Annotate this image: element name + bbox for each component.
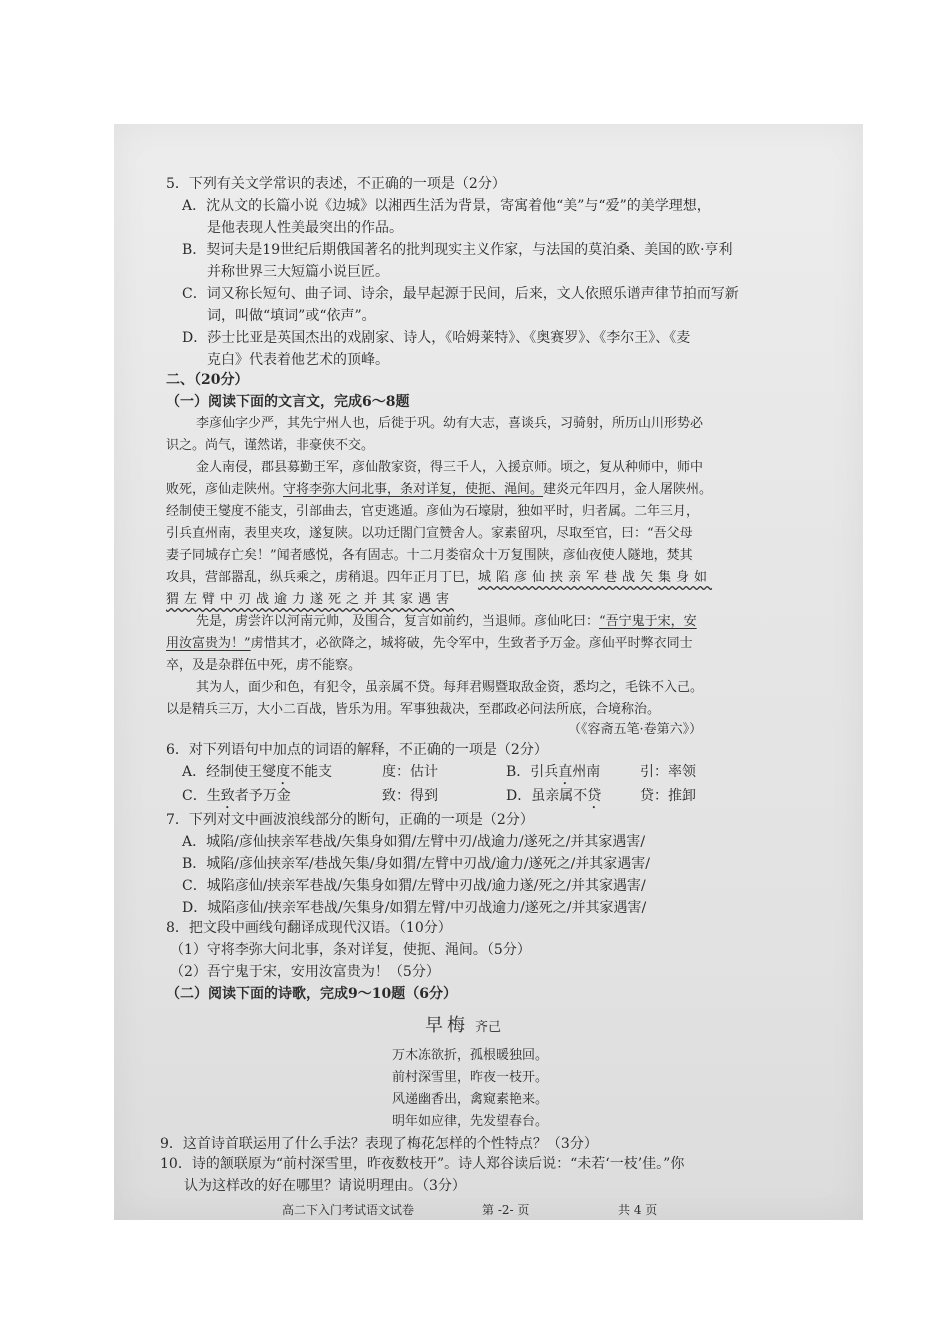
q6-option-a-gloss: 度：估计 [382, 764, 438, 780]
q7-option-c: C．城陷彦仙/挟亲军巷战/矢集身如猬/左臂中刃战/逾力遂/死之/并其家遇害/ [182, 878, 646, 894]
q5-stem: 5．下列有关文学常识的表述，不正确的一项是（2分） [166, 176, 506, 192]
poem-line-4: 明年如应律，先发望春台。 [392, 1114, 549, 1129]
section-2-header: 二、（20分） [166, 372, 249, 388]
q6-option-c-gloss: 致：得到 [382, 788, 438, 804]
q5-option-b-line1: B．契诃夫是19世纪后期俄国著名的批判现实主义作家，与法国的莫泊桑、美国的欧·亨利 [182, 242, 733, 258]
passage-p4-line1: 其为人，面少和色，有犯令，虽亲属不贷。每拜君赐暨取敌金资，悉均之，毛铢不入己。 [196, 680, 704, 695]
q6-option-b-gloss: 引：率领 [640, 764, 696, 780]
q5-option-b-line2: 并称世界三大短篇小说巨匠。 [207, 264, 389, 280]
passage-source: （《容斋五笔·卷第六》） [568, 722, 703, 737]
q5-option-a-line2: 是他表现人性美最突出的作品。 [207, 220, 403, 236]
passage-p2-line7 [166, 590, 454, 610]
q5-option-c-line1: C．词又称长短句、曲子词、诗余，最早起源于民间，后来，文人依照乐谱声律节拍而写新 [182, 286, 739, 302]
q6-option-d: D．虽亲属不贷 [506, 788, 602, 804]
q8-sentence-2: （2）吾宁鬼于宋，安用汝富贵为！（5分） [170, 964, 440, 980]
footer-total-pages: 共 4 页 [618, 1203, 658, 1217]
q9-stem: 9．这首诗首联运用了什么手法？表现了梅花怎样的个性特点？（3分） [160, 1136, 598, 1152]
section-2-part-1-heading: （一）阅读下面的文言文，完成6～8题 [166, 394, 410, 410]
poem-author: 齐己 [475, 1020, 502, 1035]
q6-option-b: B．引兵直州南 [506, 764, 601, 780]
passage-p2-line6: 攻具，营部嚣乱，纵兵乘之，虏稍退。四年正月丁巳，城陷彦仙挟亲军巷战矢集身如 [166, 570, 713, 585]
passage-p4-line2: 以是精兵三万，大小二百战，皆乐为用。军事独裁决，至郡政必问法所底，合境称治。 [166, 702, 661, 717]
underlined-sentence-1: 守将李弥大问北事，条对详复，使扼、渑间。 [283, 482, 544, 497]
q7-option-d: D．城陷彦仙/挟亲军巷战/矢集身/如猬左臂/中刃战逾力/遂死之/并其家遇害/ [182, 900, 647, 916]
passage-p2-line5: 妻子同城存亡矣！”闻者感悦，各有固志。十二月娄宿众十万复围陕，彦仙夜使人隧地，焚其 [166, 548, 693, 563]
poem-line-2: 前村深雪里，昨夜一枝开。 [392, 1070, 549, 1085]
q7-option-a: A．城陷/彦仙挟亲军巷战/矢集身如猬/左臂中刃/战逾力/遂死之/并其家遇害/ [182, 834, 646, 850]
passage-p1-line2: 识之。尚气，谨然诺，非豪侠不交。 [166, 438, 375, 453]
passage-p3-line1: 先是，虏尝许以河南元帅，及围合，复言如前约，当退师。彦仙叱曰：“吾宁鬼于宋，安 [196, 614, 697, 629]
footer-exam-name: 高二下入门考试语文试卷 [282, 1203, 415, 1217]
passage-p2-line2: 败死，彦仙走陕州。守将李弥大问北事，条对详复，使扼、渑间。建炎元年四月，金人屠陕州。 [166, 482, 713, 497]
q5-option-d-line2: 克白》代表着他艺术的顶峰。 [207, 352, 389, 368]
passage-p2-line1: 金人南侵，郡县募勤王军，彦仙散家资，得三千人，入援京师。顷之，复从种师中，师中 [196, 460, 704, 475]
passage-p2-line3: 经制使王燮度不能支，引部曲去，官吏逃遁。彦仙为石壕尉，独如平时，归者属。二年三月， [166, 504, 700, 519]
q5-option-d-line1: D．莎士比亚是英国杰出的戏剧家、诗人，《哈姆莱特》、《奥赛罗》、《李尔王》、《麦 [182, 330, 691, 346]
section-2-part-2-heading: （二）阅读下面的诗歌，完成9～10题（6分） [166, 986, 457, 1002]
wavy-underlined-part-1: 城陷彦仙挟亲军巷战矢集身如 [478, 570, 713, 585]
q5-option-c-line2: 词，叫做“填词”或“依声”。 [207, 308, 376, 324]
q6-option-d-gloss: 贷：推卸 [640, 788, 696, 804]
footer-page-number: 第 -2- 页 [482, 1203, 530, 1217]
q6-stem: 6．对下列语句中加点的词语的解释，不正确的一项是（2分） [166, 742, 548, 758]
poem-heading [425, 1014, 501, 1040]
q5-option-a-line1: A．沈从文的长篇小说《边城》以湘西生活为背景，寄寓着他“美”与“爱”的美学理想， [182, 198, 711, 214]
wavy-underlined-part-2: 猬左臂中刃战逾力遂死之并其家遇害 [166, 592, 455, 607]
passage-p3-line2: 用汝富贵为！”虏惜其才，必欲降之，城将破，先令军中，生致者予万金。彦仙平时弊衣同士 [166, 636, 693, 651]
q6-option-a: A．经制使王燮度不能支 [182, 764, 333, 780]
passage-p1-line1: 李彦仙字少严，其先宁州人也，后徙于巩。幼有大志，喜谈兵，习骑射，所历山川形势必 [196, 416, 704, 431]
passage-p2-line4: 引兵直州南，表里夹攻，遂复陕。以功迁閤门宣赞舍人。家素留巩，尽取至官，曰：“吾父母 [166, 526, 693, 541]
underlined-sentence-2a: “吾宁鬼于宋，安 [599, 614, 697, 629]
q10-line1: 10．诗的颔联原为“前村深雪里，昨夜数枝开”。诗人郑谷读后说：“未若‘一枝’佳。”你 [160, 1156, 685, 1172]
passage-p3-line3: 卒，及是杂群伍中死，虏不能察。 [166, 658, 362, 673]
q8-stem: 8．把文段中画线句翻译成现代汉语。（10分） [166, 920, 452, 936]
underlined-sentence-2b: 用汝富贵为！” [166, 636, 251, 651]
poem-line-3: 风递幽香出，禽窥素艳来。 [392, 1092, 549, 1107]
poem-line-1: 万木冻欲折，孤根暖独回。 [392, 1048, 549, 1063]
q8-sentence-1: （1）守将李弥大问北事，条对详复，使扼、渑间。（5分） [170, 942, 531, 958]
q10-line2: 认为这样改的好在哪里？请说明理由。（3分） [184, 1178, 466, 1194]
q7-option-b: B．城陷/彦仙挟亲军/巷战矢集/身如猬/左臂中刃战/逾力/遂死之/并其家遇害/ [182, 856, 651, 872]
poem-title: 早梅 [425, 1015, 469, 1036]
q6-option-c: C．生致者予万金 [182, 788, 291, 804]
q7-stem: 7．下列对文中画波浪线部分的断句，正确的一项是（2分） [166, 812, 534, 828]
